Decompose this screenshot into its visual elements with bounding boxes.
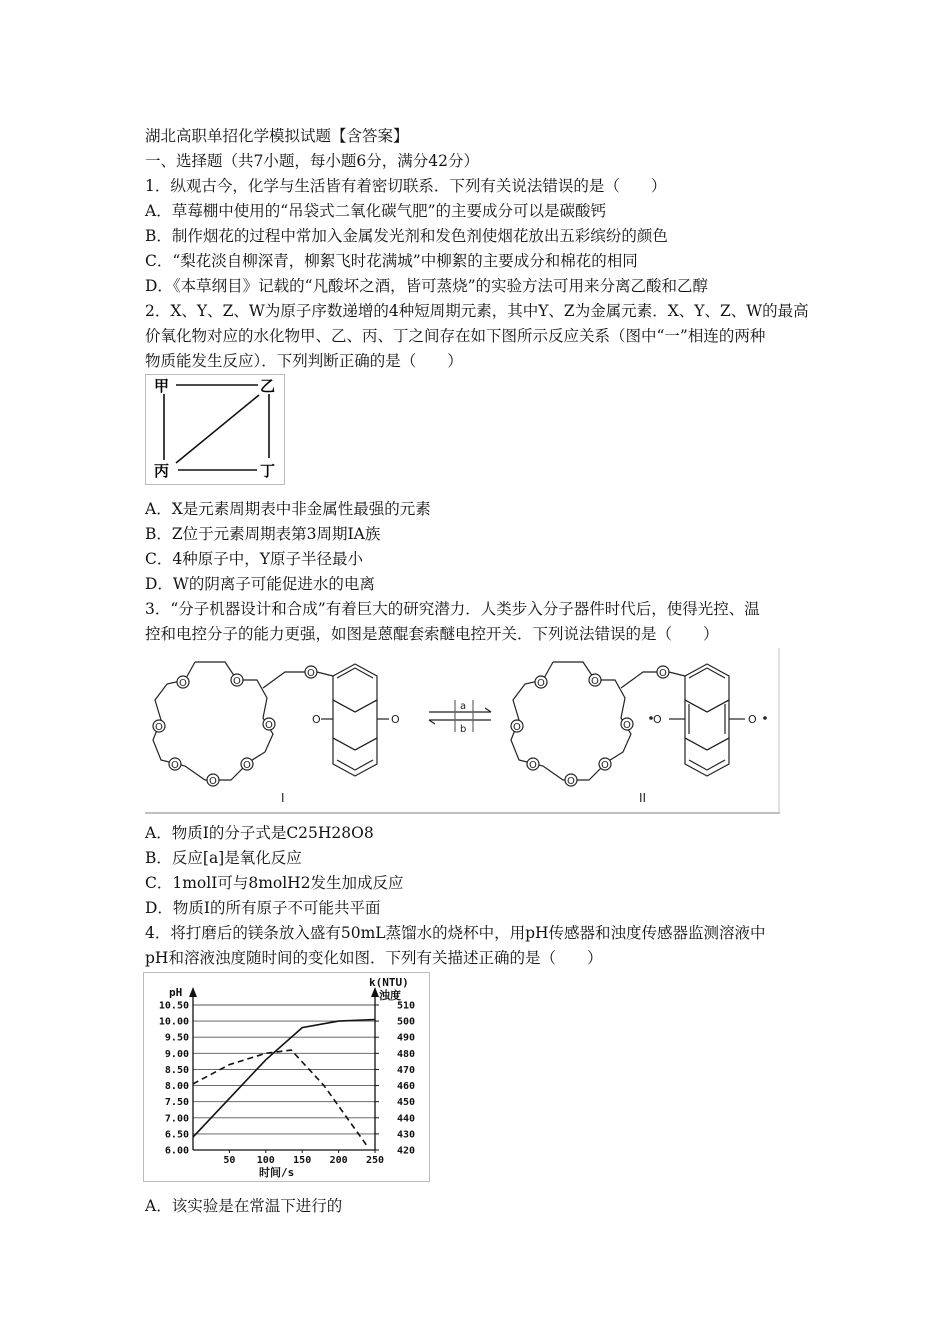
turbidity-series-line <box>193 1050 368 1147</box>
o-atom: O <box>537 678 545 689</box>
o-atom: O <box>748 713 757 726</box>
anthraquinone-core-2 <box>669 664 745 776</box>
y-tick-label: 6.50 <box>164 1129 189 1141</box>
q4-stem-line-2: pH和溶液浊度随时间的变化如图．下列有关描述正确的是（ ） <box>145 949 603 967</box>
q4-ph-turbidity-chart <box>143 972 430 1182</box>
o-atom: O <box>529 760 537 771</box>
q3-stem-line-2: 控和电控分子的能力更强，如图是蒽醌套索醚电控开关．下列说法错误的是（ ） <box>145 625 719 643</box>
q2-stem-line-2: 价氧化物对应的水化物甲、乙、丙、丁之间存在如下图所示反应关系（图中“一”相连的两种 <box>145 327 766 345</box>
o-atom: O <box>659 668 667 679</box>
o-atom: O <box>653 713 662 726</box>
o-atom: O <box>243 760 251 771</box>
q3-stem-line-1: 3．“分子机器设计和合成”有着巨大的研究潜力．人类步入分子器件时代后，使得光控、温 <box>145 600 760 618</box>
diagram-label-yi: 乙 <box>260 377 276 395</box>
q2-option-c: C．4种原子中，Y原子半径最小 <box>145 550 363 568</box>
y-axis-arrow <box>189 987 197 997</box>
y2-tick-label: 430 <box>397 1129 416 1141</box>
q1-option-b: B．制作烟花的过程中常加入金属发光剂和发色剂使烟花放出五彩缤纷的颜色 <box>145 227 668 245</box>
o-atom: O <box>209 776 217 787</box>
label-compound-2: II <box>639 791 647 805</box>
y2-tick-label: 490 <box>397 1032 416 1044</box>
o-atom: O <box>233 676 241 687</box>
q2-option-d: D．W的阴离子可能促进水的电离 <box>145 575 375 593</box>
y2-tick-label: 420 <box>397 1145 416 1157</box>
o-atom: O <box>307 668 315 679</box>
y2-axis-label-turbidity: 浊度 <box>379 989 401 1002</box>
q3-option-b: B．反应[a]是氧化反应 <box>145 849 302 867</box>
x-tick-label: 200 <box>329 1155 348 1166</box>
q1-option-c: C．“梨花淡自柳深青，柳絮飞时花满城”中柳絮的主要成分和棉花的相同 <box>145 252 638 270</box>
q1-option-a: A．草莓棚中使用的“吊袋式二氧化碳气肥”的主要成分可以是碳酸钙 <box>145 202 607 220</box>
arrow-label-b: b <box>460 724 467 735</box>
anthraquinone-core-1 <box>321 664 389 776</box>
q2-stem-line-1: 2．X、Y、Z、W为原子序数递增的4种短周期元素，其中Y、Z为金属元素．X、Y、Z、W的最高 <box>145 302 809 320</box>
o-atom: O <box>513 722 521 733</box>
y-axis-label-ph: pH <box>169 986 183 999</box>
q4-option-a: A．该实验是在常温下进行的 <box>145 1197 343 1215</box>
y-tick-label: 7.00 <box>164 1113 189 1125</box>
q3-option-d: D．物质Ⅰ的所有原子不可能共平面 <box>145 899 381 917</box>
q3-molecular-switch-figure <box>145 648 780 814</box>
y-tick-label: 6.00 <box>164 1145 189 1157</box>
arrow-label-a: a <box>460 701 467 712</box>
y2-tick-label: 470 <box>397 1064 416 1076</box>
diagram-label-ding: 丁 <box>260 462 276 480</box>
q2-stem-line-3: 物质能发生反应）．下列判断正确的是（ ） <box>145 352 463 370</box>
x-tick-label: 250 <box>365 1155 385 1166</box>
q2-option-b: B．Z位于元素周期表第3周期IA族 <box>145 525 381 543</box>
q3-option-c: C．1molⅠ可与8molH2发生加成反应 <box>145 874 404 892</box>
x-axis-label-time: 时间/s <box>259 1166 295 1179</box>
y-tick-label: 9.50 <box>164 1032 189 1044</box>
q3-option-a: A．物质Ⅰ的分子式是C25H28O8 <box>145 824 374 842</box>
diagram-label-jia: 甲 <box>154 377 170 395</box>
section-heading: 一、选择题（共7小题，每小题6分，满分42分） <box>145 152 479 170</box>
y2-tick-label: 460 <box>397 1081 416 1093</box>
q4-stem-line-1: 4．将打磨后的镁条放入盛有50mL蒸馏水的烧杯中，用pH传感器和浊度传感器监测溶液中 <box>145 924 766 942</box>
x-tick-label: 50 <box>223 1155 236 1166</box>
x-tick-label: 150 <box>293 1155 312 1166</box>
o-atom: O <box>391 713 400 726</box>
y2-axis-unit: k(NTU) <box>369 976 409 989</box>
y-tick-label: 10.00 <box>158 1016 189 1028</box>
label-compound-1: I <box>281 791 285 805</box>
y2-tick-label: 510 <box>397 1000 416 1012</box>
o-atom: O <box>567 776 575 787</box>
y-tick-label: 9.00 <box>164 1048 189 1060</box>
o-atom: O <box>601 760 609 771</box>
document-title: 湖北高职单招化学模拟试题【含答案】 <box>145 127 409 145</box>
y2-tick-label: 480 <box>397 1048 416 1060</box>
q2-option-a: A．X是元素周期表中非金属性最强的元素 <box>145 500 431 518</box>
y-tick-label: 8.00 <box>164 1081 189 1093</box>
y-tick-label: 10.50 <box>158 1000 189 1012</box>
o-atom: O <box>155 722 163 733</box>
q2-reaction-diagram <box>145 374 285 485</box>
y-tick-label: 7.50 <box>164 1097 189 1109</box>
o-atom: O <box>179 678 187 689</box>
y-tick-label: 8.50 <box>164 1064 189 1076</box>
q1-option-d: D．《本草纲目》记载的“凡酸坏之酒，皆可蒸烧”的实验方法可用来分离乙酸和乙醇 <box>145 277 709 295</box>
y2-tick-label: 500 <box>397 1016 416 1028</box>
o-atom: O <box>591 676 599 687</box>
q1-stem: 1．纵观古今，化学与生活皆有着密切联系．下列有关说法错误的是（ ） <box>145 177 667 195</box>
o-atom: O <box>312 713 321 726</box>
y2-tick-label: 440 <box>397 1113 416 1125</box>
o-atom: O <box>623 720 631 731</box>
o-atom: O <box>171 760 179 771</box>
diagram-label-bing: 丙 <box>154 462 170 480</box>
x-tick-label: 100 <box>256 1155 275 1166</box>
y2-tick-label: 450 <box>397 1097 416 1109</box>
o-atom: O <box>265 720 273 731</box>
